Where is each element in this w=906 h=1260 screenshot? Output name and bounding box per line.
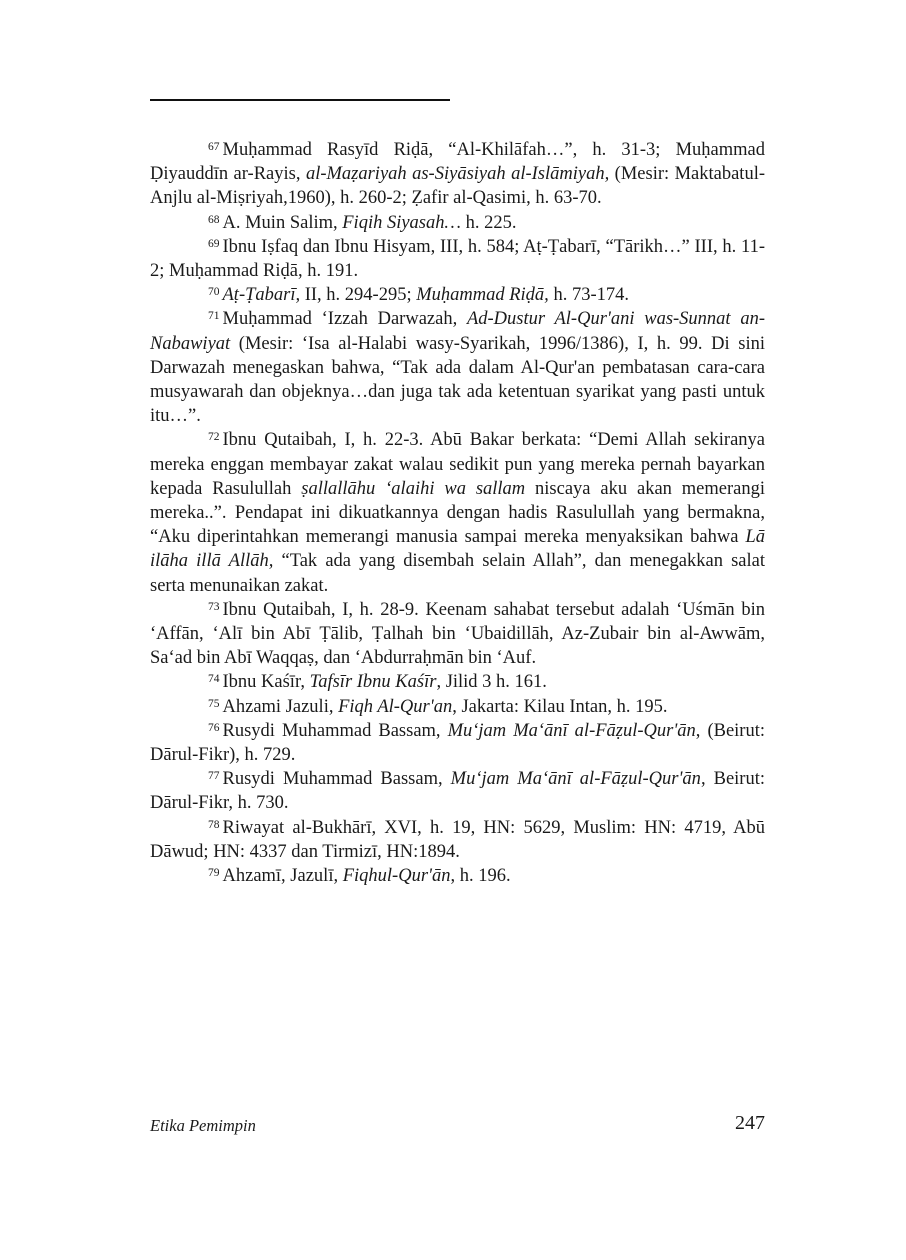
footnote-73: [150, 598, 765, 671]
footnote-text: niscaya aku akan memerangi mereka..”. Pendapat ini dikuatkannya dengan hadis Rasulullah yang bermakna, “Aku diperintahkan memerangi manusia sampai mereka menyaksikan bahwa: [150, 478, 765, 548]
footnote-68: [150, 211, 765, 235]
footnote-text: Rusydi Muhammad Bassam,: [222, 769, 451, 790]
footnote-number: 76: [208, 721, 220, 734]
footnote-italic-title: Mu‘jam Ma‘ānī al-Fāẓul-Qur'ān: [447, 720, 696, 741]
footnote-75: [150, 695, 765, 719]
footnote-text: Ibnu Iṣfaq dan Ibnu Hisyam, III, h. 584; Aṭ-Ṭabarī, “Tārikh…” III, h. 11-2; Muḥammad Riḍā, h. 191.: [150, 236, 765, 282]
footnote-number: 67: [208, 141, 220, 153]
footnote-number: 68: [208, 213, 220, 226]
page-number: 247: [735, 1112, 765, 1134]
footnote-text: Riwayat al-Bukhārī, XVI, h. 19, HN: 5629, Muslim: HN: 4719, Abū Dāwud; HN: 4337 dan Tirmizī, HN:1894.: [150, 817, 765, 862]
footnote-italic-title: al-Maẓariyah as-Siyāsiyah al-Islāmiyah,: [305, 164, 610, 185]
footnote-italic-title: Ad-Dustur Al-Qur'ani was-Sunnat an-Nabawiyat: [150, 309, 765, 354]
footnote-italic-title: Tafsīr Ibnu Kaśīr: [309, 672, 437, 693]
footnote-78: [150, 816, 765, 864]
footnote-77: [150, 767, 765, 815]
footnote-italic-title: Fiqih Siyasah…: [342, 212, 461, 233]
footnote-text: Ibnu Kaśīr,: [222, 672, 310, 693]
footnote-text: Ibnu Qutaibah, I, h. 22-3. Abū Bakar berkata: “Demi Allah sekiranya mereka enggan membayar zakat walau sedikit pun yang mereka pernah bayarkan kepada Rasulullah: [150, 430, 765, 499]
footnote-text: Ibnu Qutaibah, I, h. 28-9. Keenam sahabat tersebut adalah ‘Uśmān bin ‘Affān, ‘Alī bin Abī Ṭālib, Ṭalhah bin ‘Ubaidillāh, Az-Zubair bin al-Awwām, Sa‘ad bin Abī Waqqaṣ, dan ‘Abdurraḥmān bin ‘Auf.: [150, 599, 765, 669]
footnote-72: [150, 428, 765, 597]
footnote-text: II, h. 294-295;: [300, 285, 417, 306]
footnote-number: 73: [208, 600, 220, 613]
footnote-italic-title: Fiqhul-Qur'ān: [342, 866, 451, 887]
footnote-text: A. Muin Salim,: [222, 212, 343, 233]
footnote-italic-title: Fiqh Al-Qur'an: [338, 696, 453, 717]
footnote-text: Ahzamī, Jazulī,: [222, 866, 343, 887]
footnote-text: , Jilid 3 h. 161.: [436, 672, 547, 693]
footnote-number: 71: [208, 310, 220, 323]
footnote-76: [150, 719, 765, 767]
footnote-69: [150, 235, 765, 283]
footnote-number: 77: [208, 770, 220, 783]
footnote-70: [150, 283, 765, 307]
footnote-number: 78: [208, 818, 220, 831]
footnote-italic-title: Lā ilāha illā Allāh,: [150, 527, 765, 572]
footnote-text: Ahzami Jazuli,: [222, 696, 339, 717]
footnote-71: [150, 307, 765, 428]
footnote-number: 72: [208, 431, 220, 444]
footnote-74: [150, 670, 765, 694]
footnote-number: 79: [208, 867, 220, 880]
footnote-text: Muḥammad ‘Izzah Darwazah,: [222, 309, 467, 330]
footnote-text: (Mesir: Maktabatul-Anjlu al-Miṣriyah,1960), h. 260-2; Ẓafir al-Qasimi, h. 63-70.: [150, 164, 765, 209]
footnote-number: 74: [208, 673, 220, 686]
footnote-text: , Beirut: Dārul-Fikr, h. 730.: [150, 769, 765, 814]
footnote-text: , Jakarta: Kilau Intan, h. 195.: [452, 696, 668, 717]
footnote-italic-title: ṣallallāhu ‘alaihi wa sallam: [301, 478, 526, 499]
footnote-italic-title: Mu‘jam Ma‘ānī al-Fāẓul-Qur'ān: [450, 769, 701, 790]
footnote-79: [150, 864, 765, 888]
footnotes-list: [150, 138, 765, 888]
footnote-text: Muḥammad Rasyīd Riḍā, “Al-Khilāfah…”, h. 31-3; Muḥammad Ḍiyauddīn ar-Rayis,: [150, 140, 765, 185]
footnote-number: 75: [208, 697, 220, 710]
running-footer-title: Etika Pemimpin: [150, 1116, 256, 1135]
footnote-text: Rusydi Muhammad Bassam,: [222, 720, 448, 741]
footnote-number: 70: [208, 286, 220, 299]
footnote-text: h. 73-174.: [548, 285, 629, 306]
footnote-text: , h. 196.: [450, 866, 511, 887]
footnote-italic-title: Aṭ-Ṭabarī,: [222, 285, 301, 306]
footnote-text: , (Beirut: Dārul-Fikr), h. 729.: [150, 720, 765, 766]
footnote-separator-rule: [150, 99, 450, 101]
footnote-italic-title: Muḥammad Riḍā,: [416, 285, 549, 306]
footnote-text: “Tak ada yang disembah selain Allah”, dan menegakkan salat serta menunaikan zakat.: [150, 551, 765, 596]
footnote-number: 69: [208, 237, 220, 250]
footnote-text: (Mesir: ‘Isa al-Halabi wasy-Syarikah, 1996/1386), I, h. 99. Di sini Darwazah menegaskan bahwa, “Tak ada dalam Al-Qur'an pembatasan cara-cara musyawarah dan objeknya…dan juga tak ada ketentuan syarikat yang pasti untuk itu…”.: [150, 333, 765, 427]
footnote-67: [150, 138, 765, 211]
footnote-text: h. 225.: [460, 212, 517, 233]
